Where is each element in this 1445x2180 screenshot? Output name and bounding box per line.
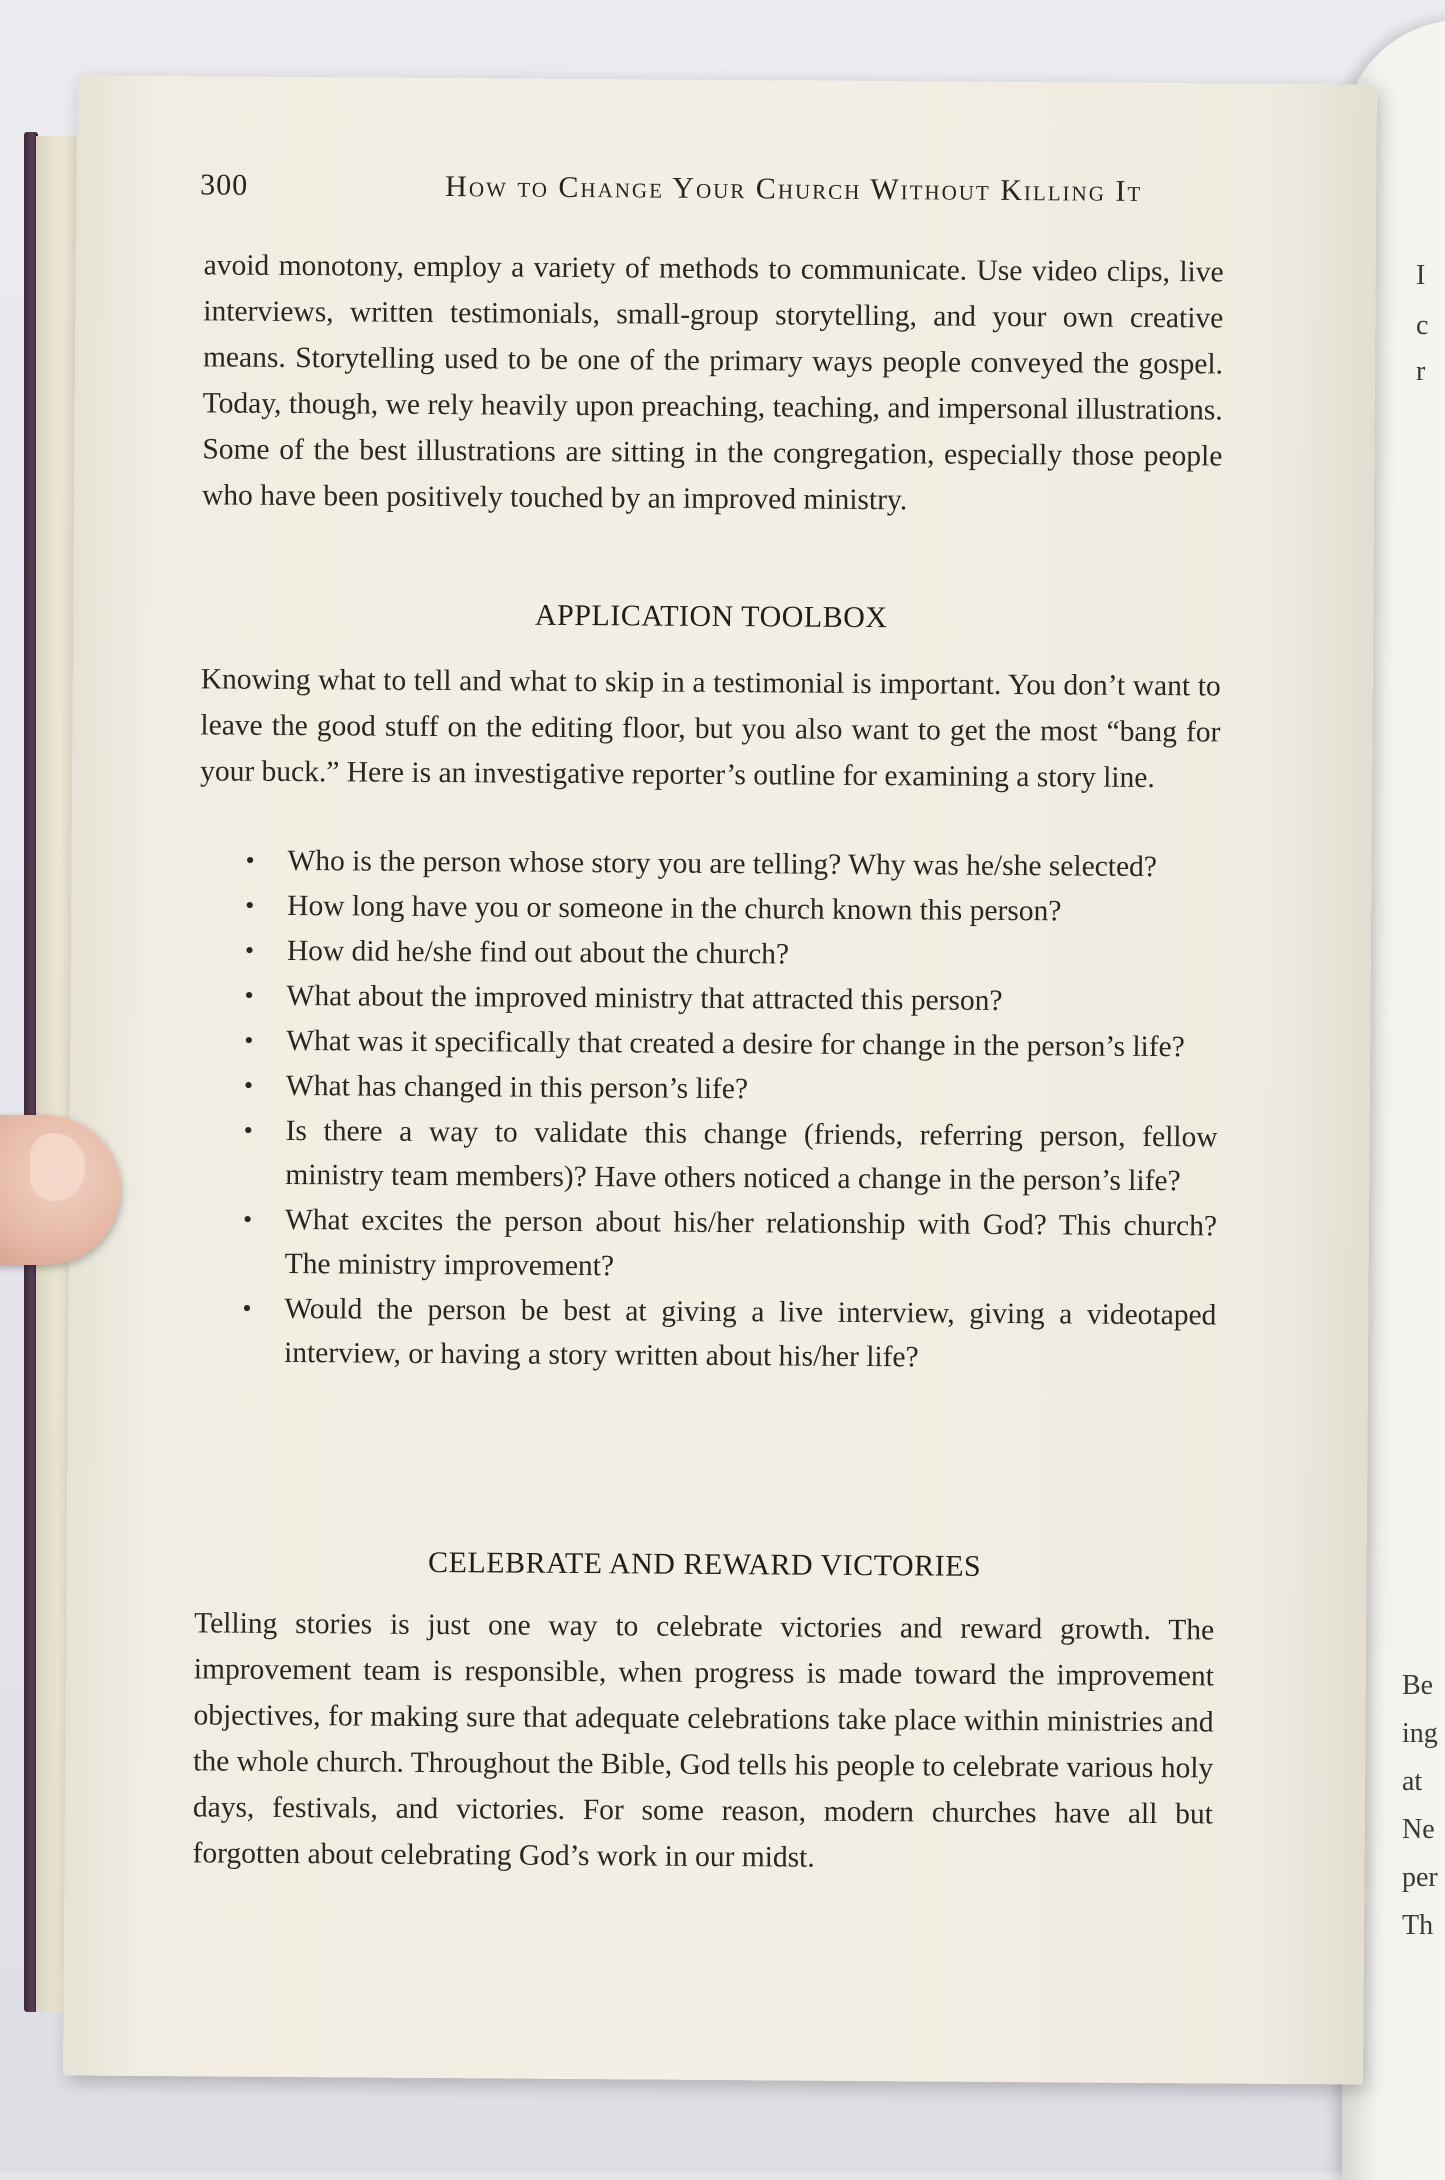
bullet-icon: • [245, 890, 255, 920]
bullet-icon: • [242, 1204, 253, 1234]
bullet-icon: • [242, 1293, 252, 1323]
right-page-fragment: per [1402, 1862, 1438, 1893]
toolbox-intro-paragraph: Knowing what to tell and what to skip in a testimonial is important. You don’t want to leave the good stuff on the editing floor, but you also want to get the most “bang for your buck.” Here is an investigative reporter’s outline for examining a story line. [200, 663, 1221, 795]
bullet-icon: • [245, 845, 255, 875]
list-item [198, 973, 1218, 1024]
right-page-fragment: Ne [1402, 1814, 1435, 1845]
right-page-fragment: at [1402, 1766, 1423, 1797]
list-item [197, 1108, 1218, 1203]
list-item [197, 1197, 1218, 1292]
bullet-icon: • [244, 1025, 254, 1055]
question-list [196, 838, 1220, 1382]
list-item [198, 1063, 1218, 1114]
bullet-icon: • [244, 935, 255, 965]
list-item-text: How did he/she find out about the church? [286, 934, 790, 971]
celebrate-victories-heading: CELEBRATE AND REWARD VICTORIES [427, 1545, 982, 1583]
list-item-text: What has changed in this person’s life? [285, 1069, 749, 1106]
right-page-fragment: c [1416, 310, 1429, 341]
list-item-text: Who is the person whose story you are telling? Why was he/she selected? [287, 844, 1158, 884]
page-number: 300 [200, 168, 249, 202]
list-item [196, 1286, 1217, 1381]
book-page [63, 75, 1377, 2084]
right-page-fragment: r [1416, 356, 1426, 387]
list-item-text: How long have you or someone in the church known this person? [287, 889, 1062, 928]
thumbnail [30, 1133, 85, 1201]
list-item-text: What about the improved ministry that attracted this person? [286, 979, 1003, 1017]
right-page-fragment: I [1416, 260, 1426, 291]
celebrate-paragraph: Telling stories is just one way to celebrate victories and reward growth. The improvement team is responsible, when progress is made toward the improvement objectives, for making sure that adequate celebrations take place within ministries and the whole church. Throughout the Bible, God tells his people to celebrate various holy days, festivals, and victories. For some reason, modern churches have all but forgotten about celebrating God’s work in our midst. [192, 1607, 1215, 1874]
list-item [198, 1018, 1218, 1069]
list-item [199, 883, 1219, 934]
right-page-fragment: Th [1402, 1910, 1434, 1941]
list-item-text: Is there a way to validate this change (friends, referring person, fellow ministry team members)? Have others noticed a change in the person’s life? [285, 1114, 1218, 1198]
bullet-icon: • [244, 980, 254, 1010]
right-page-fragment: Be [1402, 1670, 1434, 1701]
right-page-fragment: ing [1402, 1718, 1438, 1749]
application-toolbox-heading: APPLICATION TOOLBOX [534, 598, 888, 635]
list-item [199, 838, 1219, 889]
bullet-icon: • [243, 1115, 253, 1145]
list-item [199, 928, 1219, 979]
list-item-text: What excites the person about his/her relationship with God? This church? The ministry improvement? [284, 1203, 1218, 1283]
intro-paragraph: avoid monotony, employ a variety of methods to communicate. Use video clips, live interviews, written testimonials, small-group storytelling, and your own creative means. Storytelling used to be one of the primary ways people conveyed the gospel. Today, though, we rely heavily upon preaching, teaching, and impersonal illustrations. Some of the best illustrations are sitting in the congregation, especially those people who have been positively touched by an improved ministry. [201, 249, 1224, 517]
list-item-text: Would the person be best at giving a live interview, giving a videotaped interview, or having a story written about his/her life? [283, 1292, 1217, 1374]
book-title: How to Change Your Church Without Killing It [445, 170, 1143, 208]
running-head [200, 168, 1300, 216]
list-item-text: What was it specifically that created a desire for change in the person’s life? [286, 1024, 1185, 1064]
bullet-icon: • [243, 1070, 254, 1100]
